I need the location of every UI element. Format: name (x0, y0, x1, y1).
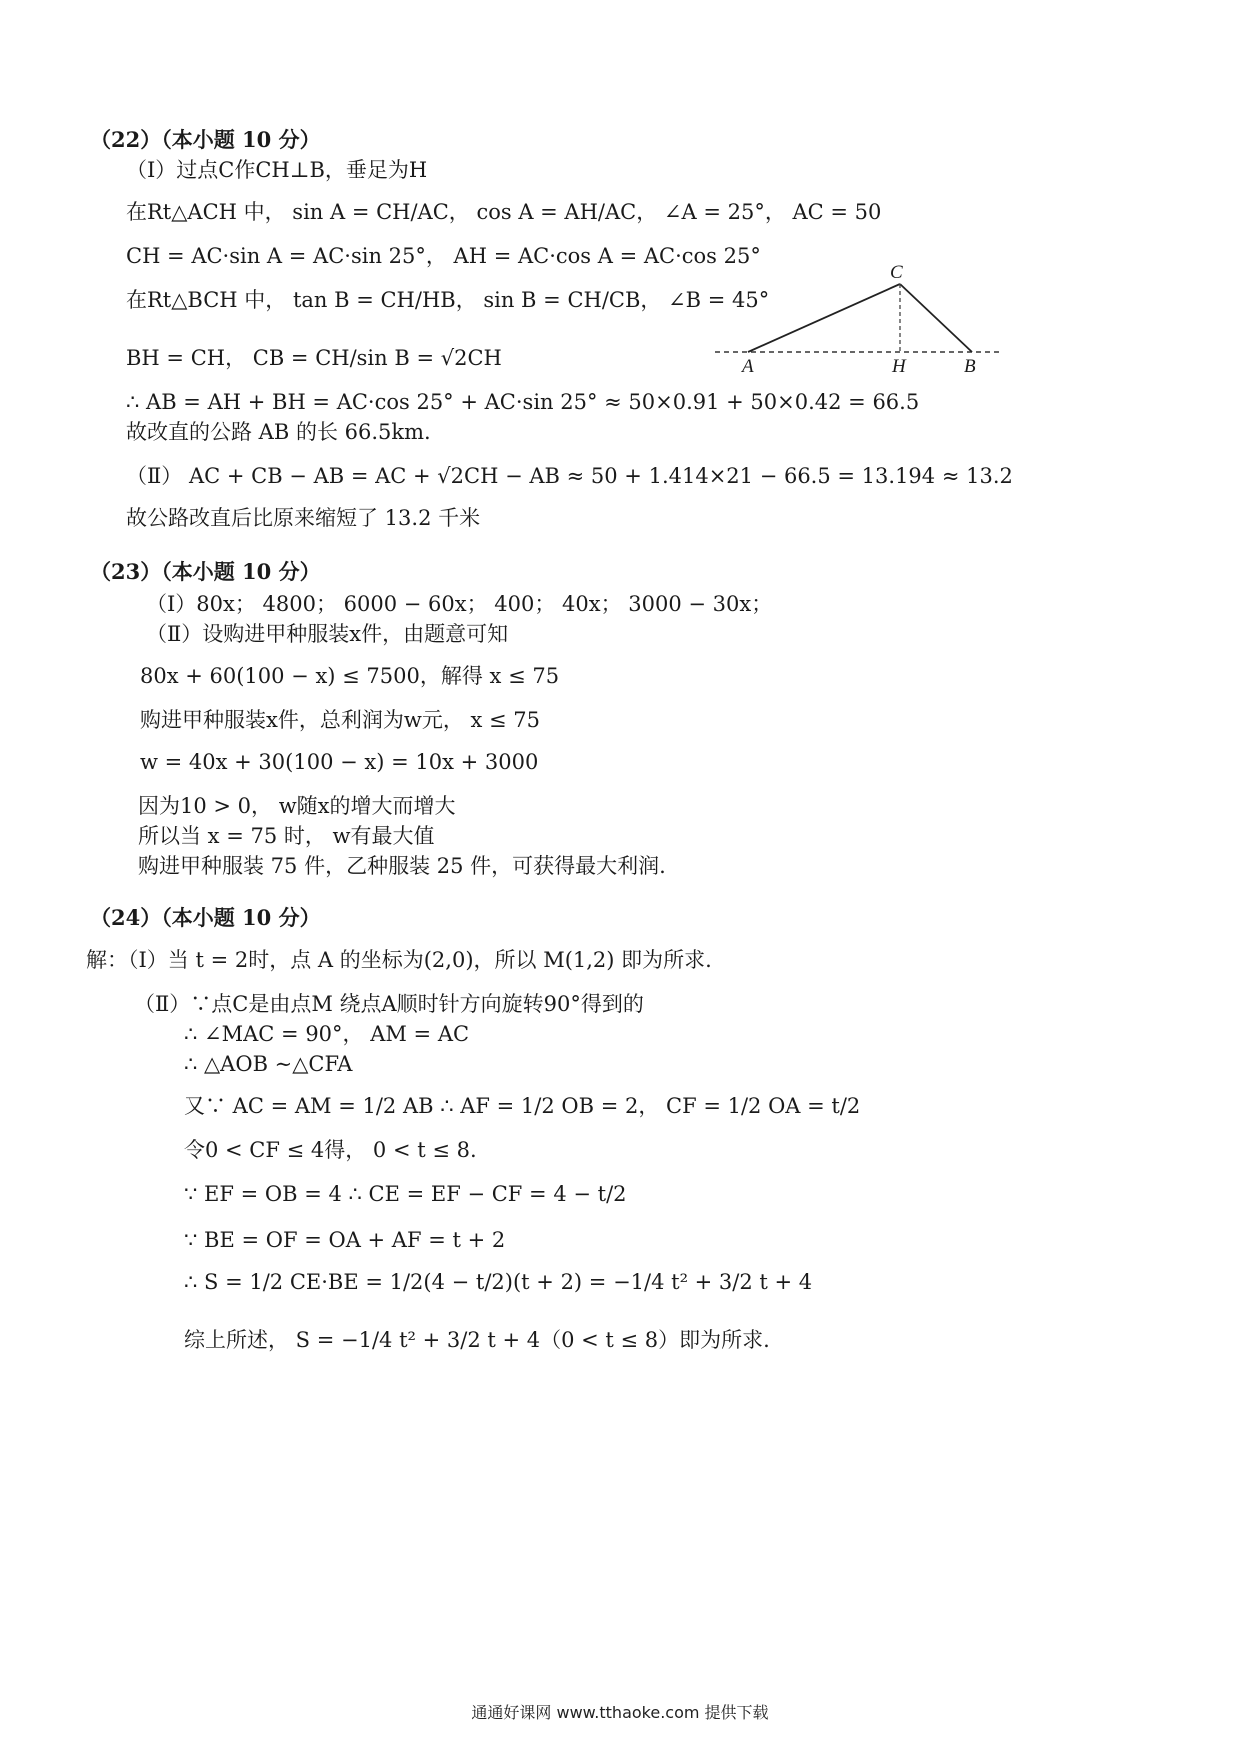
q23-line-2: （Ⅱ）设购进甲种服装x件，由题意可知 (146, 622, 509, 646)
q23-line-5: w = 40x + 30(100 − x) = 10x + 3000 (140, 750, 539, 774)
q24-line-3: ∴ ∠MAC = 90°， AM = AC (184, 1022, 470, 1046)
q24-line-8: ∵ BE = OF = OA + AF = t + 2 (184, 1228, 506, 1252)
label-c: C (890, 262, 903, 283)
q22-line-2: 在Rt△ACH 中， sin A = CH/AC， cos A = AH/AC， ∠A = 25°， AC = 50 (126, 200, 882, 224)
q22-line-1: （Ⅰ）过点C作CH⊥B，垂足为H (126, 158, 428, 182)
triangle-figure (710, 258, 1010, 383)
q22-line-9: 故公路改直后比原来缩短了 13.2 千米 (126, 506, 481, 530)
segment-cb (900, 284, 972, 352)
q23-header: （23）（本小题 10 分） (90, 559, 321, 584)
q22-line-5: BH = CH， CB = CH/sin B = √2CH (126, 346, 502, 370)
q24-line-10: 综上所述， S = −1/4 t² + 3/2 t + 4（0 < t ≤ 8）即为所求. (184, 1328, 770, 1352)
q24-line-7: ∵ EF = OB = 4 ∴ CE = EF − CF = 4 − t/2 (184, 1182, 627, 1206)
q23-line-6: 因为10 > 0， w随x的增大而增大 (138, 794, 456, 818)
label-b: B (964, 356, 976, 377)
page-footer: 通通好课网 www.tthaoke.com 提供下载 (471, 1703, 769, 1722)
segment-ac (748, 284, 900, 352)
q24-line-2: （Ⅱ）∵点C是由点M 绕点A顺时针方向旋转90°得到的 (134, 992, 644, 1016)
q24-line-9: ∴ S = 1/2 CE·BE = 1/2(4 − t/2)(t + 2) = −1/4 t² + 3/2 t + 4 (184, 1270, 813, 1294)
q22-line-3: CH = AC·sin A = AC·sin 25°， AH = AC·cos A = AC·cos 25° (126, 244, 761, 268)
q24-line-6: 令0 < CF ≤ 4得， 0 < t ≤ 8. (184, 1138, 477, 1162)
q22-line-6: ∴ AB = AH + BH = AC·cos 25° + AC·sin 25° ≈ 50×0.91 + 50×0.42 = 66.5 (126, 390, 920, 414)
q24-line-4: ∴ △AOB ∼△CFA (184, 1052, 353, 1076)
q22-header: （22）（本小题 10 分） (90, 127, 321, 152)
q23-line-3: 80x + 60(100 − x) ≤ 7500，解得 x ≤ 75 (140, 664, 560, 688)
q23-line-1: （Ⅰ）80x； 4800； 6000 − 60x； 400； 40x； 3000 − 30x； (146, 592, 773, 616)
q23-line-4: 购进甲种服装x件，总利润为w元， x ≤ 75 (140, 708, 541, 732)
label-h: H (892, 356, 906, 377)
q24-line-1: 解：（Ⅰ）当 t = 2时，点 A 的坐标为(2,0)，所以 M(1,2) 即为所求. (86, 948, 712, 972)
q23-line-7: 所以当 x = 75 时， w有最大值 (138, 824, 435, 848)
q22-line-7: 故改直的公路 AB 的长 66.5km. (126, 420, 431, 444)
q22-line-8: （Ⅱ） AC + CB − AB = AC + √2CH − AB ≈ 50 + 1.414×21 − 66.5 = 13.194 ≈ 13.2 (126, 464, 1013, 488)
q22-line-4: 在Rt△BCH 中， tan B = CH/HB， sin B = CH/CB， ∠B = 45° (126, 288, 770, 312)
q24-line-5: 又∵ AC = AM = 1/2 AB ∴ AF = 1/2 OB = 2， CF = 1/2 OA = t/2 (184, 1094, 861, 1118)
q24-header: （24）（本小题 10 分） (90, 905, 321, 930)
label-a: A (742, 356, 754, 377)
q23-line-8: 购进甲种服装 75 件，乙种服装 25 件，可获得最大利润. (138, 854, 666, 878)
